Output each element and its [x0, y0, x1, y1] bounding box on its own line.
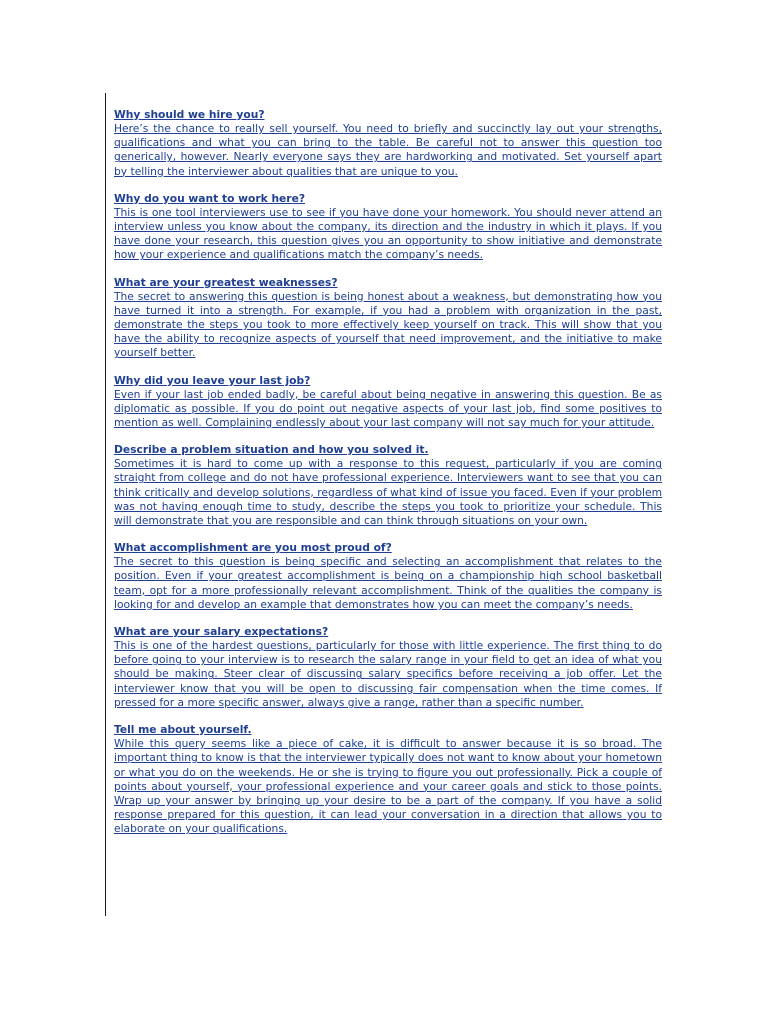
section-why-hire: [114, 108, 662, 179]
section-why-work-here: [114, 192, 662, 263]
left-margin-rule: [105, 93, 106, 916]
question-heading[interactable]: What are your salary expectations?: [114, 625, 329, 639]
answer-paragraph[interactable]: Here’s the chance to really sell yourself. You need to briefly and succinctly lay out your strengths, qualifications and what you can bring to the table. Be careful not to answer this question too generically, however. Nearly everyone says they are hardworking and motivated. Set yourself apart by telling the interviewer about qualities that are unique to you.: [114, 122, 662, 178]
section-problem-situation: [114, 443, 662, 528]
answer-paragraph[interactable]: Sometimes it is hard to come up with a response to this request, particularly if you are coming straight from college and do not have professional experience. Interviewers want to see that you can think critically and develop solutions, regardless of what kind of issue you faced. Even if your problem was not having enough time to study, describe the steps you took to prioritize your schedule. This will demonstrate that you are responsible and can think through situations on your own.: [114, 457, 662, 528]
section-weaknesses: [114, 276, 662, 361]
section-accomplishment: [114, 541, 662, 612]
question-heading[interactable]: Tell me about yourself.: [114, 723, 252, 737]
answer-paragraph[interactable]: The secret to this question is being specific and selecting an accomplishment that relates to the position. Even if your greatest accomplishment is being on a championship high school basketball team, opt for a more professionally relevant accomplishment. Think of the qualities the company is looking for and develop an example that demonstrates how you can meet the company’s needs.: [114, 555, 662, 611]
document-body: [114, 108, 662, 850]
section-salary: [114, 625, 662, 710]
question-heading[interactable]: Why did you leave your last job?: [114, 373, 311, 387]
answer-paragraph[interactable]: Even if your last job ended badly, be careful about being negative in answering this question. Be as diplomatic as possible. If you do point out negative aspects of your last job, find some positives to mention as well. Complaining endlessly about your last company will not say much for your attitude.: [114, 387, 662, 430]
answer-paragraph[interactable]: The secret to answering this question is being honest about a weakness, but demonstrating how you have turned it into a strength. For example, if you had a problem with organization in the past, demonstrate the steps you took to more effectively keep yourself on track. This will show that you have the ability to recognize aspects of yourself that need improvement, and the initiative to make yourself better.: [114, 289, 662, 360]
answer-paragraph[interactable]: This is one tool interviewers use to see if you have done your homework. You should never attend an interview unless you know about the company, its direction and the industry in which it plays. If you have done your research, this question gives you an opportunity to show initiative and demonstrate how your experience and qualifications match the company’s needs.: [114, 205, 662, 262]
section-leave-last-job: [114, 374, 662, 431]
question-heading[interactable]: Describe a problem situation and how you solved it.: [114, 443, 429, 457]
section-about-yourself: [114, 723, 662, 836]
question-heading[interactable]: Why should we hire you?: [114, 108, 265, 121]
answer-paragraph[interactable]: This is one of the hardest questions, particularly for those with little experience. The first thing to do before going to your interview is to research the salary range in your field to get an idea of what you should be making. Steer clear of discussing salary specifics before receiving a job offer. Let the interviewer know that you will be open to discussing fair compensation when the time comes. If pressed for a more specific answer, always give a range, rather than a specific number.: [114, 639, 662, 709]
answer-paragraph[interactable]: While this query seems like a piece of cake, it is difficult to answer because it is so broad. The important thing to know is that the interviewer typically does not want to know about your hometown or what you do on the weekends. He or she is trying to figure you out professionally. Pick a couple of points about yourself, your professional experience and your career goals and stick to those points. Wrap up your answer by bringing up your desire to be a part of the company. If you have a solid response prepared for this question, it can lead your conversation in a direction that allows you to elaborate on your qualifications.: [114, 737, 662, 836]
question-heading[interactable]: What accomplishment are you most proud of?: [114, 541, 392, 555]
question-heading[interactable]: What are your greatest weaknesses?: [114, 275, 338, 289]
question-heading[interactable]: Why do you want to work here?: [114, 191, 306, 205]
